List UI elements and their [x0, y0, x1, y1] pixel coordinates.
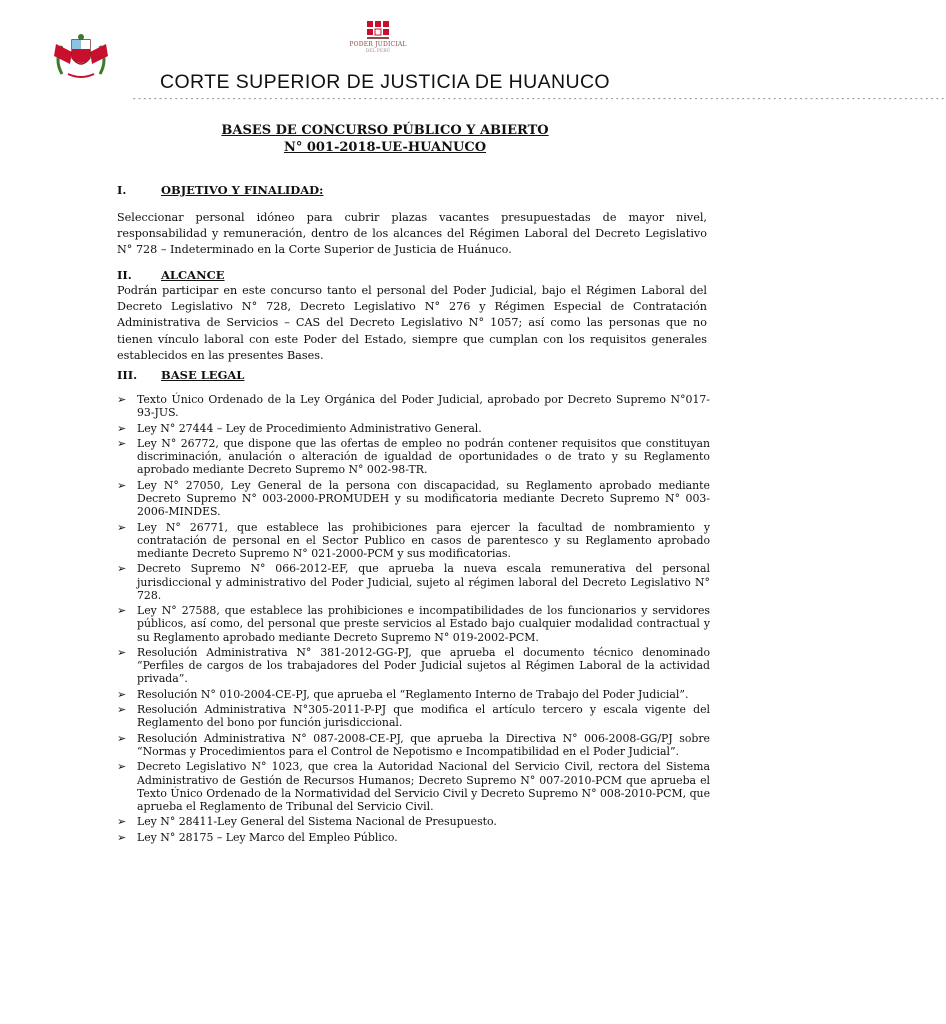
base-legal-list — [117, 393, 710, 846]
legal-basis-item — [117, 604, 710, 644]
legal-basis-text: Resolución Administrativa N°305-2011-P-PJ que modifica el artículo tercero y escala vigente del Reglamento del bono por función jurisdiccional. — [137, 703, 710, 730]
arrow-bullet-icon: ➢ — [117, 393, 127, 406]
legal-basis-item — [117, 479, 710, 519]
arrow-bullet-icon: ➢ — [117, 421, 127, 435]
arrow-bullet-icon: ➢ — [117, 687, 127, 701]
legal-basis-item — [117, 815, 710, 828]
logo-caption: PODER JUDICIAL — [349, 41, 407, 48]
legal-basis-item — [117, 688, 710, 701]
legal-basis-item — [117, 703, 710, 729]
court-name: CORTE SUPERIOR DE JUSTICIA DE HUANUCO — [160, 71, 610, 93]
section-title: BASE LEGAL — [161, 368, 245, 382]
dashed-divider: ----------------------------------------------------------------------------------------------------------------------------------------------------------- — [132, 94, 946, 103]
legal-basis-text: Decreto Supremo N° 066-2012-EF, que aprueba la nueva escala remunerativa del personal jurisdiccional y administrativo del Poder Judicial, sujeto al régimen laboral del Decreto Legislativo N° 728. — [137, 562, 710, 602]
legal-basis-item — [117, 562, 710, 602]
document-title: BASES DE CONCURSO PÚBLICO Y ABIERTO — [221, 123, 549, 138]
legal-basis-item — [117, 831, 710, 844]
section-number: II. — [117, 268, 132, 282]
section-number: I. — [117, 183, 127, 197]
arrow-bullet-icon: ➢ — [117, 815, 127, 829]
document-number: N° 001-2018-UE-HUANUCO — [283, 140, 487, 155]
logo-subcaption: DEL PERÚ — [365, 49, 391, 54]
arrow-bullet-icon: ➢ — [117, 478, 127, 492]
legal-basis-text: Decreto Legislativo N° 1023, que crea la Autoridad Nacional del Servicio Civil, rectora del Sistema Administrativo de Gestión de Recursos Humanos; Decreto Supremo N° 007-2010-PCM que aprueba el Texto Único Ordenado de la Normatividad del Servicio Civil y Decreto Supremo N° 008-2010-PCM, que aprueba el Reglamento de Tribunal del Servicio Civil. — [137, 760, 711, 813]
legal-basis-text: Resolución N° 010-2004-CE-PJ, que aprueba el “Reglamento Interno de Trabajo del Poder Judicial”. — [137, 687, 689, 701]
legal-basis-item — [117, 437, 710, 477]
legal-basis-text: Resolución Administrativa N° 087-2008-CE-PJ, que aprueba la Directiva N° 006-2008-GG/PJ sobre “Normas y Procedimientos para el Control de Nepotismo e Incompatibilidad en el Poder Judicial”. — [137, 731, 710, 758]
legal-basis-item — [117, 521, 710, 561]
arrow-bullet-icon: ➢ — [117, 703, 127, 717]
arrow-bullet-icon: ➢ — [117, 760, 127, 774]
arrow-bullet-icon: ➢ — [117, 436, 127, 450]
legal-basis-text: Ley N° 26772, que dispone que las ofertas de empleo no podrán contener requisitos que constituyan discriminación, anulación o alteración de igualdad de oportunidades o de trato y su Reglamento aprobado mediante Decreto Supremo N° 002-98-TR. — [137, 436, 710, 477]
legal-basis-text: Ley N° 27050, Ley General de la persona con discapacidad, su Reglamento aprobado mediante Decreto Supremo N° 003-2000-PROMUDEH y su modificatoria mediante Decreto Supremo N° 003-2006-MINDES. — [137, 478, 710, 519]
legal-basis-text: Ley N° 27588, que establece las prohibiciones e incompatibilidades de los funcionarios y servidores públicos, así como, del personal que preste servicios al Estado bajo cualquier modalidad contractual y su Reglamento aprobado mediante Decreto Supremo N° 019-2002-PCM. — [137, 604, 710, 644]
section-title: ALCANCE — [161, 268, 225, 282]
arrow-bullet-icon: ➢ — [117, 604, 127, 618]
legal-basis-text: Ley N° 27444 – Ley de Procedimiento Administrativo General. — [137, 421, 482, 435]
legal-basis-text: Ley N° 28411-Ley General del Sistema Nacional de Presupuesto. — [137, 815, 497, 829]
legal-basis-item — [117, 393, 710, 419]
legal-basis-item — [117, 732, 710, 758]
section-number: III. — [117, 368, 138, 382]
section-title: OBJETIVO Y FINALIDAD: — [161, 183, 324, 197]
arrow-bullet-icon: ➢ — [117, 830, 127, 844]
legal-basis-text: Ley N° 26771, que establece las prohibiciones para ejercer la facultad de nombramiento y contratación de personal en el Sector Publico en casos de parentesco y su Reglamento aprobado mediante Decreto Supremo N° 021-2000-PCM y sus modificatorias. — [137, 520, 710, 560]
poder-judicial-logo — [338, 20, 418, 64]
section-text-alcance: Podrán participar en este concurso tanto el personal del Poder Judicial, bajo el Régimen Laboral del Decreto Legislativo N° 728, Decreto Legislativo N° 276 y Régimen Especial de Contratación Administrativa de Servicios – CAS del Decreto Legislativo N° 1057; así como las personas que no tienen vínculo laboral con este Poder del Estado, siempre que cumplan con los requisitos generales establecidos en las presentes Bases. — [117, 284, 707, 362]
legal-basis-text: Texto Único Ordenado de la Ley Orgánica del Poder Judicial, aprobado por Decreto Supremo N°017-93-JUS. — [137, 393, 710, 420]
poder-judicial-mark-icon — [366, 20, 390, 40]
legal-basis-item — [117, 422, 710, 435]
legal-basis-text: Resolución Administrativa N° 381-2012-GG-PJ, que aprueba el documento técnico denominado “Perfiles de cargos de los trabajadores del Poder Judicial sujetos al Régimen Laboral de la actividad privada”. — [137, 645, 710, 686]
legal-basis-item — [117, 646, 710, 686]
arrow-bullet-icon: ➢ — [117, 520, 127, 534]
arrow-bullet-icon: ➢ — [117, 562, 127, 576]
arrow-bullet-icon: ➢ — [117, 645, 127, 659]
section-text-objetivo: Seleccionar personal idóneo para cubrir plazas vacantes presupuestadas de mayor nivel, responsabilidad y remuneración, dentro de los alcances del Régimen Laboral del Decreto Legislativo N° 728 – Indeterminado en la Corte Superior de Justicia de Huánuco. — [117, 211, 707, 257]
legal-basis-item — [117, 760, 710, 813]
legal-basis-text: Ley N° 28175 – Ley Marco del Empleo Público. — [137, 830, 398, 844]
arrow-bullet-icon: ➢ — [117, 731, 127, 745]
